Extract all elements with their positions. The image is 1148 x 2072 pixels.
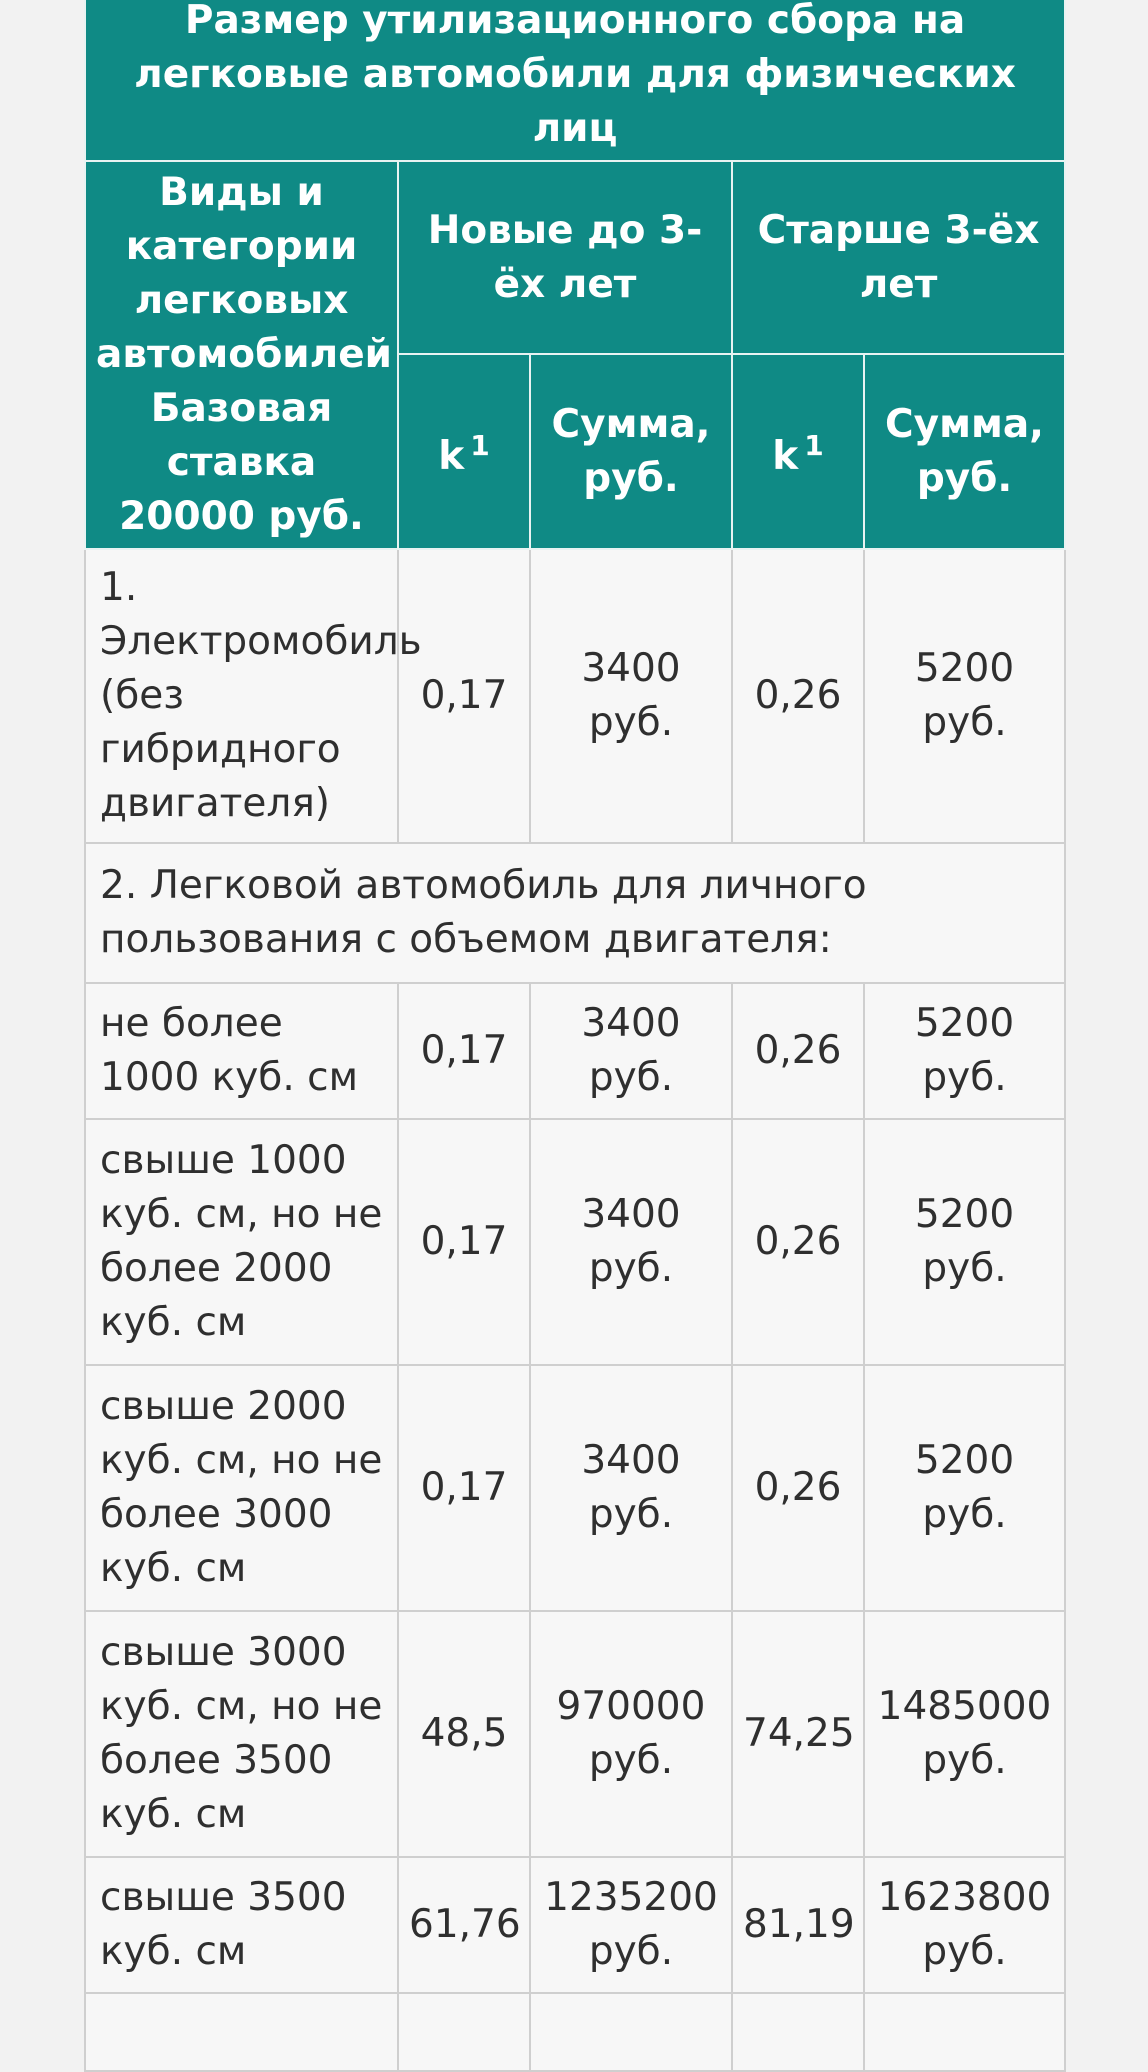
k-old-value: 74,25 xyxy=(732,1611,864,1857)
table-row xyxy=(85,1611,1065,1857)
row-label-empty xyxy=(85,1993,398,2071)
table-row xyxy=(85,1857,1065,1993)
table-section-row xyxy=(85,843,1065,983)
k-new-value: 0,17 xyxy=(398,983,530,1119)
header-row-groups xyxy=(85,161,1065,354)
header-k-old xyxy=(732,354,864,549)
header-new: Новые до 3-ёх лет xyxy=(398,161,732,354)
sum-new-value: 1235200 руб. xyxy=(530,1857,732,1993)
header-k-old-label: k xyxy=(772,434,799,480)
k-old-value: 0,26 xyxy=(732,983,864,1119)
table-caption-row xyxy=(85,0,1065,161)
k-new-value: 0,17 xyxy=(398,1119,530,1365)
table-caption: Размер утилизационного сбора на легковые автомобили для физических лиц xyxy=(85,0,1065,161)
k-new-value: 48,5 xyxy=(398,1611,530,1857)
k-new-value: 0,17 xyxy=(398,549,530,843)
cell-empty xyxy=(864,1993,1065,2071)
header-old: Старше 3-ёх лет xyxy=(732,161,1065,354)
header-sum-old: Сумма, руб. xyxy=(864,354,1065,549)
k-new-value: 61,76 xyxy=(398,1857,530,1993)
header-sum-new: Сумма, руб. xyxy=(530,354,732,549)
header-k-new-sup: 1 xyxy=(470,429,490,463)
table-row xyxy=(85,1365,1065,1611)
k-new-value: 0,17 xyxy=(398,1365,530,1611)
row-label: свыше 1000 куб. см, но не более 2000 куб. см xyxy=(85,1119,398,1365)
header-k-new-label: k xyxy=(438,434,465,480)
k-old-value: 0,26 xyxy=(732,549,864,843)
table-row-electric xyxy=(85,549,1065,843)
table-row xyxy=(85,1119,1065,1365)
cell-empty xyxy=(398,1993,530,2071)
row-label: свыше 3000 куб. см, но не более 3500 куб. см xyxy=(85,1611,398,1857)
sum-new-value: 3400 руб. xyxy=(530,983,732,1119)
table-row-partial xyxy=(85,1993,1065,2071)
sum-old-value: 5200 руб. xyxy=(864,1119,1065,1365)
cell-empty xyxy=(732,1993,864,2071)
header-k-old-sup: 1 xyxy=(804,429,824,463)
utilization-fee-table xyxy=(84,0,1066,2072)
k-old-value: 0,26 xyxy=(732,1119,864,1365)
sum-old-value: 5200 руб. xyxy=(864,549,1065,843)
sum-old-value: 5200 руб. xyxy=(864,1365,1065,1611)
row-label: свыше 3500 куб. см xyxy=(85,1857,398,1993)
table-row xyxy=(85,983,1065,1119)
sum-old-value: 1623800 руб. xyxy=(864,1857,1065,1993)
sum-new-value: 3400 руб. xyxy=(530,549,732,843)
header-category: Виды и категории легковых автомобилей Базовая ставка 20000 руб. xyxy=(85,161,398,549)
section-label: 2. Легковой автомобиль для личного пользования с объемом двигателя: xyxy=(85,843,1065,983)
header-k-new xyxy=(398,354,530,549)
row-label: 1. Электромобиль (без гибридного двигателя) xyxy=(85,549,398,843)
sum-old-value: 5200 руб. xyxy=(864,983,1065,1119)
cell-empty xyxy=(530,1993,732,2071)
sum-new-value: 970000 руб. xyxy=(530,1611,732,1857)
sum-old-value: 1485000 руб. xyxy=(864,1611,1065,1857)
row-label: свыше 2000 куб. см, но не более 3000 куб. см xyxy=(85,1365,398,1611)
k-old-value: 0,26 xyxy=(732,1365,864,1611)
row-label: не более 1000 куб. см xyxy=(85,983,398,1119)
sum-new-value: 3400 руб. xyxy=(530,1365,732,1611)
k-old-value: 81,19 xyxy=(732,1857,864,1993)
sum-new-value: 3400 руб. xyxy=(530,1119,732,1365)
